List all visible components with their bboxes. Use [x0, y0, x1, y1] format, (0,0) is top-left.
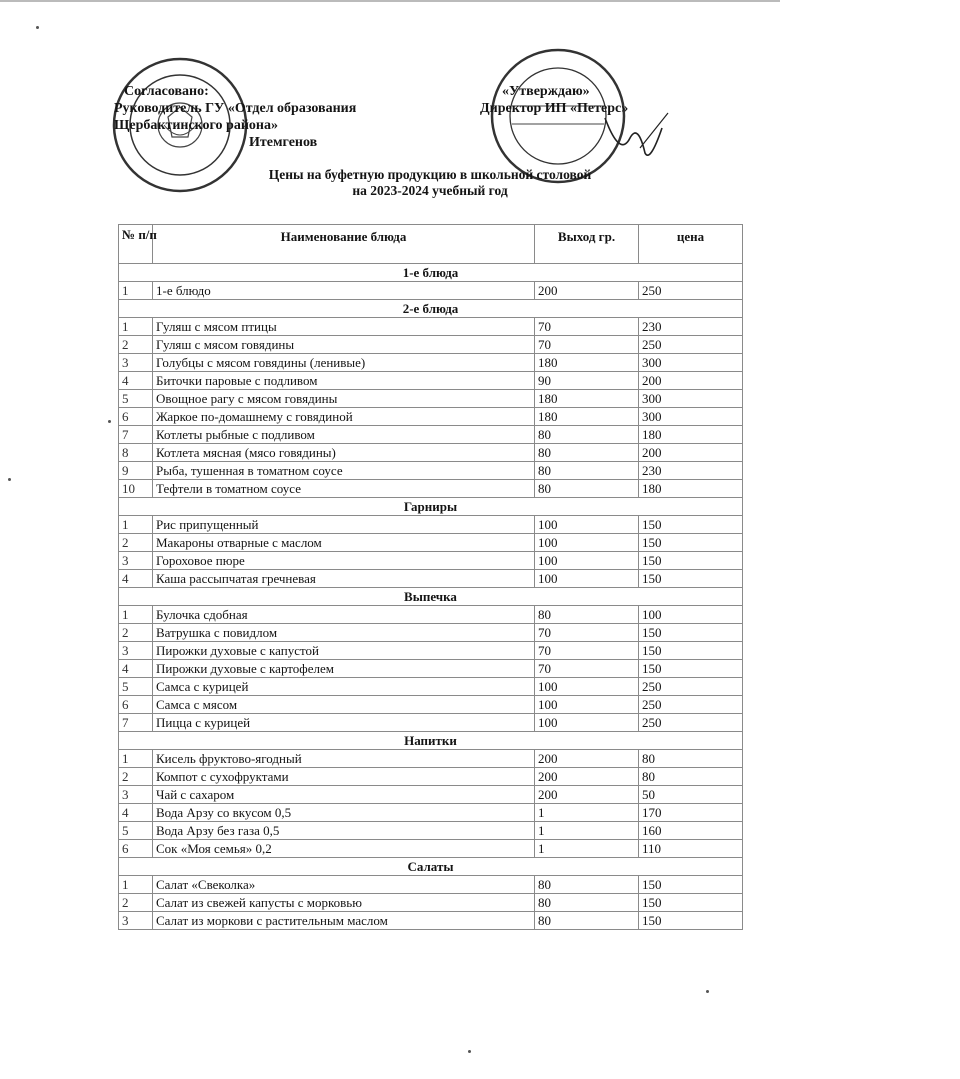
- dish-price: 150: [639, 876, 743, 894]
- row-number: 1: [119, 606, 153, 624]
- header-price: цена: [639, 225, 743, 264]
- dish-weight: 70: [535, 318, 639, 336]
- row-number: 5: [119, 678, 153, 696]
- table-row: [119, 444, 743, 462]
- dish-price: 300: [639, 408, 743, 426]
- dish-name: Тефтели в томатном соусе: [153, 480, 535, 498]
- table-row: [119, 390, 743, 408]
- header-name: Наименование блюда: [153, 225, 535, 264]
- dish-price: 200: [639, 444, 743, 462]
- dish-name: Голубцы с мясом говядины (ленивые): [153, 354, 535, 372]
- section-row: [119, 732, 743, 750]
- dish-name: Компот с сухофруктами: [153, 768, 535, 786]
- row-number: 7: [119, 714, 153, 732]
- row-number: 3: [119, 786, 153, 804]
- dish-weight: 100: [535, 678, 639, 696]
- dish-weight: 80: [535, 894, 639, 912]
- dish-price: 230: [639, 318, 743, 336]
- approval-left-line3: Щербактинского района»: [114, 118, 278, 133]
- table-row: [119, 516, 743, 534]
- dish-price: 50: [639, 786, 743, 804]
- section-title: 1-е блюда: [119, 264, 743, 282]
- row-number: 6: [119, 408, 153, 426]
- header-weight: Выход гр.: [535, 225, 639, 264]
- dish-weight: 70: [535, 336, 639, 354]
- table-row: [119, 660, 743, 678]
- row-number: 6: [119, 696, 153, 714]
- table-row: [119, 786, 743, 804]
- row-number: 8: [119, 444, 153, 462]
- row-number: 4: [119, 660, 153, 678]
- section-row: [119, 858, 743, 876]
- table-row: [119, 570, 743, 588]
- dish-weight: 80: [535, 912, 639, 930]
- dish-price: 100: [639, 606, 743, 624]
- table-row: [119, 282, 743, 300]
- table-row: [119, 408, 743, 426]
- row-number: 5: [119, 390, 153, 408]
- dish-weight: 1: [535, 822, 639, 840]
- dish-price: 300: [639, 354, 743, 372]
- section-title: Салаты: [119, 858, 743, 876]
- section-title: Гарниры: [119, 498, 743, 516]
- row-number: 1: [119, 318, 153, 336]
- header-num: № п/п: [119, 225, 153, 264]
- row-number: 1: [119, 750, 153, 768]
- table-row: [119, 534, 743, 552]
- dish-weight: 100: [535, 714, 639, 732]
- dish-name: Сок «Моя семья» 0,2: [153, 840, 535, 858]
- dish-name: Вода Арзу со вкусом 0,5: [153, 804, 535, 822]
- approval-left-line2: Руководитель ГУ «Отдел образования: [114, 101, 357, 116]
- row-number: 2: [119, 336, 153, 354]
- dish-weight: 90: [535, 372, 639, 390]
- row-number: 1: [119, 282, 153, 300]
- table-row: [119, 552, 743, 570]
- dish-price: 150: [639, 894, 743, 912]
- section-row: [119, 588, 743, 606]
- dish-weight: 180: [535, 390, 639, 408]
- row-number: 6: [119, 840, 153, 858]
- table-row: [119, 840, 743, 858]
- section-row: [119, 498, 743, 516]
- price-table: [118, 224, 743, 930]
- table-body: [119, 264, 743, 930]
- scan-edge: [0, 0, 780, 2]
- section-row: [119, 264, 743, 282]
- dish-weight: 70: [535, 624, 639, 642]
- dish-name: Гуляш с мясом птицы: [153, 318, 535, 336]
- table-row: [119, 606, 743, 624]
- dish-price: 150: [639, 552, 743, 570]
- dish-name: Самса с мясом: [153, 696, 535, 714]
- dish-name: Вода Арзу без газа 0,5: [153, 822, 535, 840]
- approval-left-line1: Согласовано:: [124, 84, 209, 99]
- dish-weight: 1: [535, 804, 639, 822]
- scan-speck: [706, 990, 709, 993]
- dish-weight: 180: [535, 354, 639, 372]
- dish-weight: 200: [535, 786, 639, 804]
- dish-price: 250: [639, 678, 743, 696]
- row-number: 3: [119, 912, 153, 930]
- dish-weight: 180: [535, 408, 639, 426]
- table-row: [119, 462, 743, 480]
- table-row: [119, 336, 743, 354]
- dish-name: Кисель фруктово-ягодный: [153, 750, 535, 768]
- dish-price: 150: [639, 516, 743, 534]
- title-line1: Цены на буфетную продукцию в школьной столовой: [268, 167, 592, 182]
- dish-name: Чай с сахаром: [153, 786, 535, 804]
- approval-right-line2: Директор ИП «Петерс»: [480, 101, 629, 116]
- row-number: 4: [119, 570, 153, 588]
- section-row: [119, 300, 743, 318]
- dish-name: Пицца с курицей: [153, 714, 535, 732]
- dish-price: 150: [639, 624, 743, 642]
- row-number: 5: [119, 822, 153, 840]
- dish-price: 250: [639, 282, 743, 300]
- row-number: 7: [119, 426, 153, 444]
- dish-price: 80: [639, 750, 743, 768]
- table-row: [119, 876, 743, 894]
- dish-weight: 80: [535, 462, 639, 480]
- table-row: [119, 642, 743, 660]
- dish-weight: 100: [535, 552, 639, 570]
- table-row: [119, 714, 743, 732]
- dish-weight: 100: [535, 570, 639, 588]
- table-row: [119, 372, 743, 390]
- title-line2: на 2023-2024 учебный год: [352, 183, 508, 198]
- dish-price: 230: [639, 462, 743, 480]
- section-title: Выпечка: [119, 588, 743, 606]
- dish-price: 250: [639, 336, 743, 354]
- dish-weight: 1: [535, 840, 639, 858]
- table-row: [119, 894, 743, 912]
- row-number: 2: [119, 624, 153, 642]
- dish-name: Ватрушка с повидлом: [153, 624, 535, 642]
- dish-weight: 200: [535, 282, 639, 300]
- row-number: 3: [119, 552, 153, 570]
- row-number: 2: [119, 768, 153, 786]
- table-row: [119, 822, 743, 840]
- dish-name: 1-е блюдо: [153, 282, 535, 300]
- approval-left-signatory: Итемгенов: [249, 135, 318, 150]
- document-title: [240, 167, 620, 199]
- dish-price: 150: [639, 660, 743, 678]
- dish-price: 180: [639, 426, 743, 444]
- dish-price: 180: [639, 480, 743, 498]
- dish-weight: 80: [535, 480, 639, 498]
- dish-name: Биточки паровые с подливом: [153, 372, 535, 390]
- dish-weight: 200: [535, 750, 639, 768]
- dish-weight: 80: [535, 876, 639, 894]
- dish-weight: 200: [535, 768, 639, 786]
- approval-right-line1: «Утверждаю»: [502, 84, 590, 99]
- row-number: 1: [119, 876, 153, 894]
- dish-price: 300: [639, 390, 743, 408]
- dish-weight: 100: [535, 516, 639, 534]
- table-row: [119, 804, 743, 822]
- scan-speck: [108, 420, 111, 423]
- dish-name: Салат из моркови с растительным маслом: [153, 912, 535, 930]
- dish-weight: 80: [535, 606, 639, 624]
- table-row: [119, 912, 743, 930]
- table-header-row: [119, 225, 743, 264]
- dish-weight: 100: [535, 534, 639, 552]
- table-row: [119, 678, 743, 696]
- dish-price: 150: [639, 534, 743, 552]
- dish-name: Гуляш с мясом говядины: [153, 336, 535, 354]
- row-number: 2: [119, 894, 153, 912]
- dish-name: Рыба, тушенная в томатном соусе: [153, 462, 535, 480]
- dish-name: Пирожки духовые с картофелем: [153, 660, 535, 678]
- row-number: 2: [119, 534, 153, 552]
- dish-name: Пирожки духовые с капустой: [153, 642, 535, 660]
- table-row: [119, 696, 743, 714]
- dish-name: Самса с курицей: [153, 678, 535, 696]
- dish-price: 150: [639, 912, 743, 930]
- dish-price: 150: [639, 570, 743, 588]
- scan-speck: [36, 26, 39, 29]
- dish-name: Булочка сдобная: [153, 606, 535, 624]
- row-number: 9: [119, 462, 153, 480]
- dish-name: Салат «Свеколка»: [153, 876, 535, 894]
- table-row: [119, 426, 743, 444]
- dish-name: Котлета мясная (мясо говядины): [153, 444, 535, 462]
- dish-name: Жаркое по-домашнему с говядиной: [153, 408, 535, 426]
- dish-price: 200: [639, 372, 743, 390]
- table-row: [119, 354, 743, 372]
- table-row: [119, 768, 743, 786]
- dish-weight: 100: [535, 696, 639, 714]
- dish-weight: 70: [535, 642, 639, 660]
- dish-price: 110: [639, 840, 743, 858]
- section-title: 2-е блюда: [119, 300, 743, 318]
- dish-price: 150: [639, 642, 743, 660]
- approval-left-block: [114, 83, 356, 151]
- table-row: [119, 750, 743, 768]
- table-row: [119, 480, 743, 498]
- scan-speck: [468, 1050, 471, 1053]
- row-number: 1: [119, 516, 153, 534]
- dish-weight: 80: [535, 444, 639, 462]
- row-number: 4: [119, 372, 153, 390]
- dish-weight: 70: [535, 660, 639, 678]
- table-row: [119, 318, 743, 336]
- row-number: 10: [119, 480, 153, 498]
- signature-mark: [600, 108, 670, 168]
- approval-right-block: [480, 83, 628, 117]
- dish-name: Рис припущенный: [153, 516, 535, 534]
- section-title: Напитки: [119, 732, 743, 750]
- dish-name: Салат из свежей капусты с морковью: [153, 894, 535, 912]
- dish-price: 170: [639, 804, 743, 822]
- dish-name: Гороховое пюре: [153, 552, 535, 570]
- dish-price: 160: [639, 822, 743, 840]
- row-number: 4: [119, 804, 153, 822]
- scan-speck: [8, 478, 11, 481]
- dish-name: Котлеты рыбные с подливом: [153, 426, 535, 444]
- row-number: 3: [119, 354, 153, 372]
- dish-price: 250: [639, 696, 743, 714]
- row-number: 3: [119, 642, 153, 660]
- dish-price: 80: [639, 768, 743, 786]
- dish-weight: 80: [535, 426, 639, 444]
- dish-name: Овощное рагу с мясом говядины: [153, 390, 535, 408]
- dish-name: Макароны отварные с маслом: [153, 534, 535, 552]
- table-row: [119, 624, 743, 642]
- dish-name: Каша рассыпчатая гречневая: [153, 570, 535, 588]
- dish-price: 250: [639, 714, 743, 732]
